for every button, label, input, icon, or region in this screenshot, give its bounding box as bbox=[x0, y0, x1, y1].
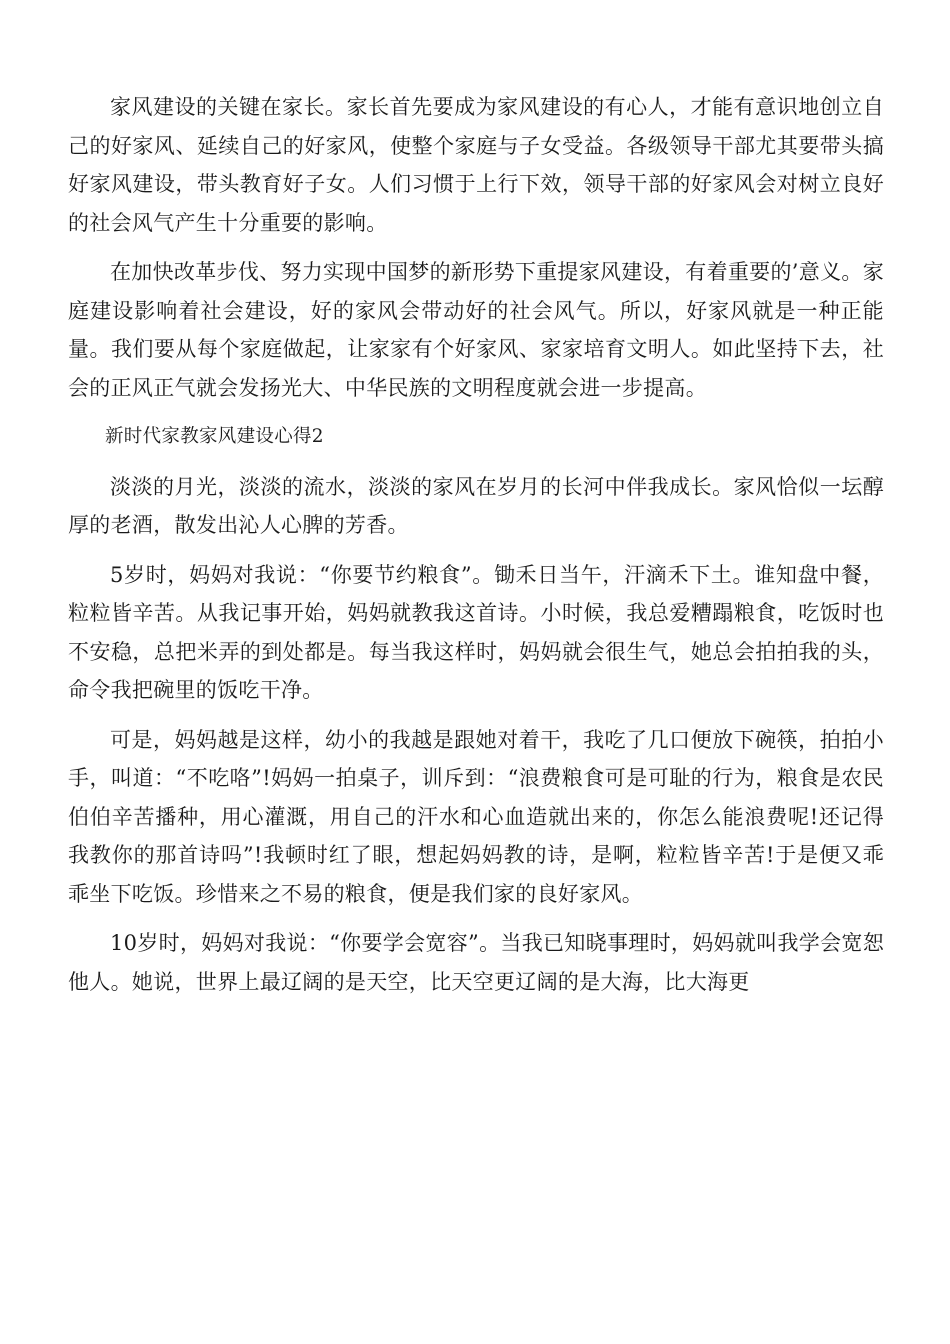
section-heading: 新时代家教家风建设心得2 bbox=[105, 426, 324, 447]
paragraph-mother-scolding: 可是，妈妈越是这样，幼小的我越是跟她对着干，我吃了几口便放下碗筷，拍拍小手，叫道：“不吃咯”!妈妈一拍桌子，训斥到：“浪费粮食可是可耻的行为，粮食是农民伯伯辛苦播种，用心灌溉，用自己的汗水和心血造就出来的，你怎么能浪费呢!还记得我教你的那首诗吗”!我顿时红了眼，想起妈妈教的诗，是啊，粒粒皆辛苦!于是便又乖乖坐下吃饭。珍惜来之不易的粮食，便是我们家的良好家风。 bbox=[68, 727, 884, 906]
document-page bbox=[68, 88, 884, 1012]
paragraph-family-tradition-key: 家风建设的关键在家长。家长首先要成为家风建设的有心人，才能有意识地创立自己的好家风、延续自己的好家风，使整个家庭与子女受益。各级领导干部尤其要带头搞好家风建设，带头教育好子女。人们习惯于上行下效，领导干部的好家风会对树立良好的社会风气产生十分重要的影响。 bbox=[68, 95, 884, 235]
paragraph-moonlight: 淡淡的月光，淡淡的流水，淡淡的家风在岁月的长河中伴我成长。家风恰似一坛醇厚的老酒，散发出沁人心脾的芳香。 bbox=[68, 474, 884, 537]
paragraph-age-five: 5岁时，妈妈对我说：“你要节约粮食”。锄禾日当午，汗滴禾下土。谁知盘中餐，粒粒皆辛苦。从我记事开始，妈妈就教我这首诗。小时候，我总爱糟蹋粮食，吃饭时也不安稳，总把米弄的到处都是。每当我这样时，妈妈就会很生气，她总会拍拍我的头，命令我把碗里的饭吃干净。 bbox=[68, 562, 884, 702]
paragraph-reform-significance: 在加快改革步伐、努力实现中国梦的新形势下重提家风建设，有着重要的’意义。家庭建设影响着社会建设，好的家风会带动好的社会风气。所以，好家风就是一种正能量。我们要从每个家庭做起，让家家有个好家风、家家培育文明人。如此坚持下去，社会的正风正气就会发扬光大、中华民族的文明程度就会进一步提高。 bbox=[68, 260, 884, 400]
paragraph-age-ten: 10岁时，妈妈对我说：“你要学会宽容”。当我已知晓事理时，妈妈就叫我学会宽恕他人。她说，世界上最辽阔的是天空，比天空更辽阔的是大海，比大海更 bbox=[68, 931, 884, 994]
